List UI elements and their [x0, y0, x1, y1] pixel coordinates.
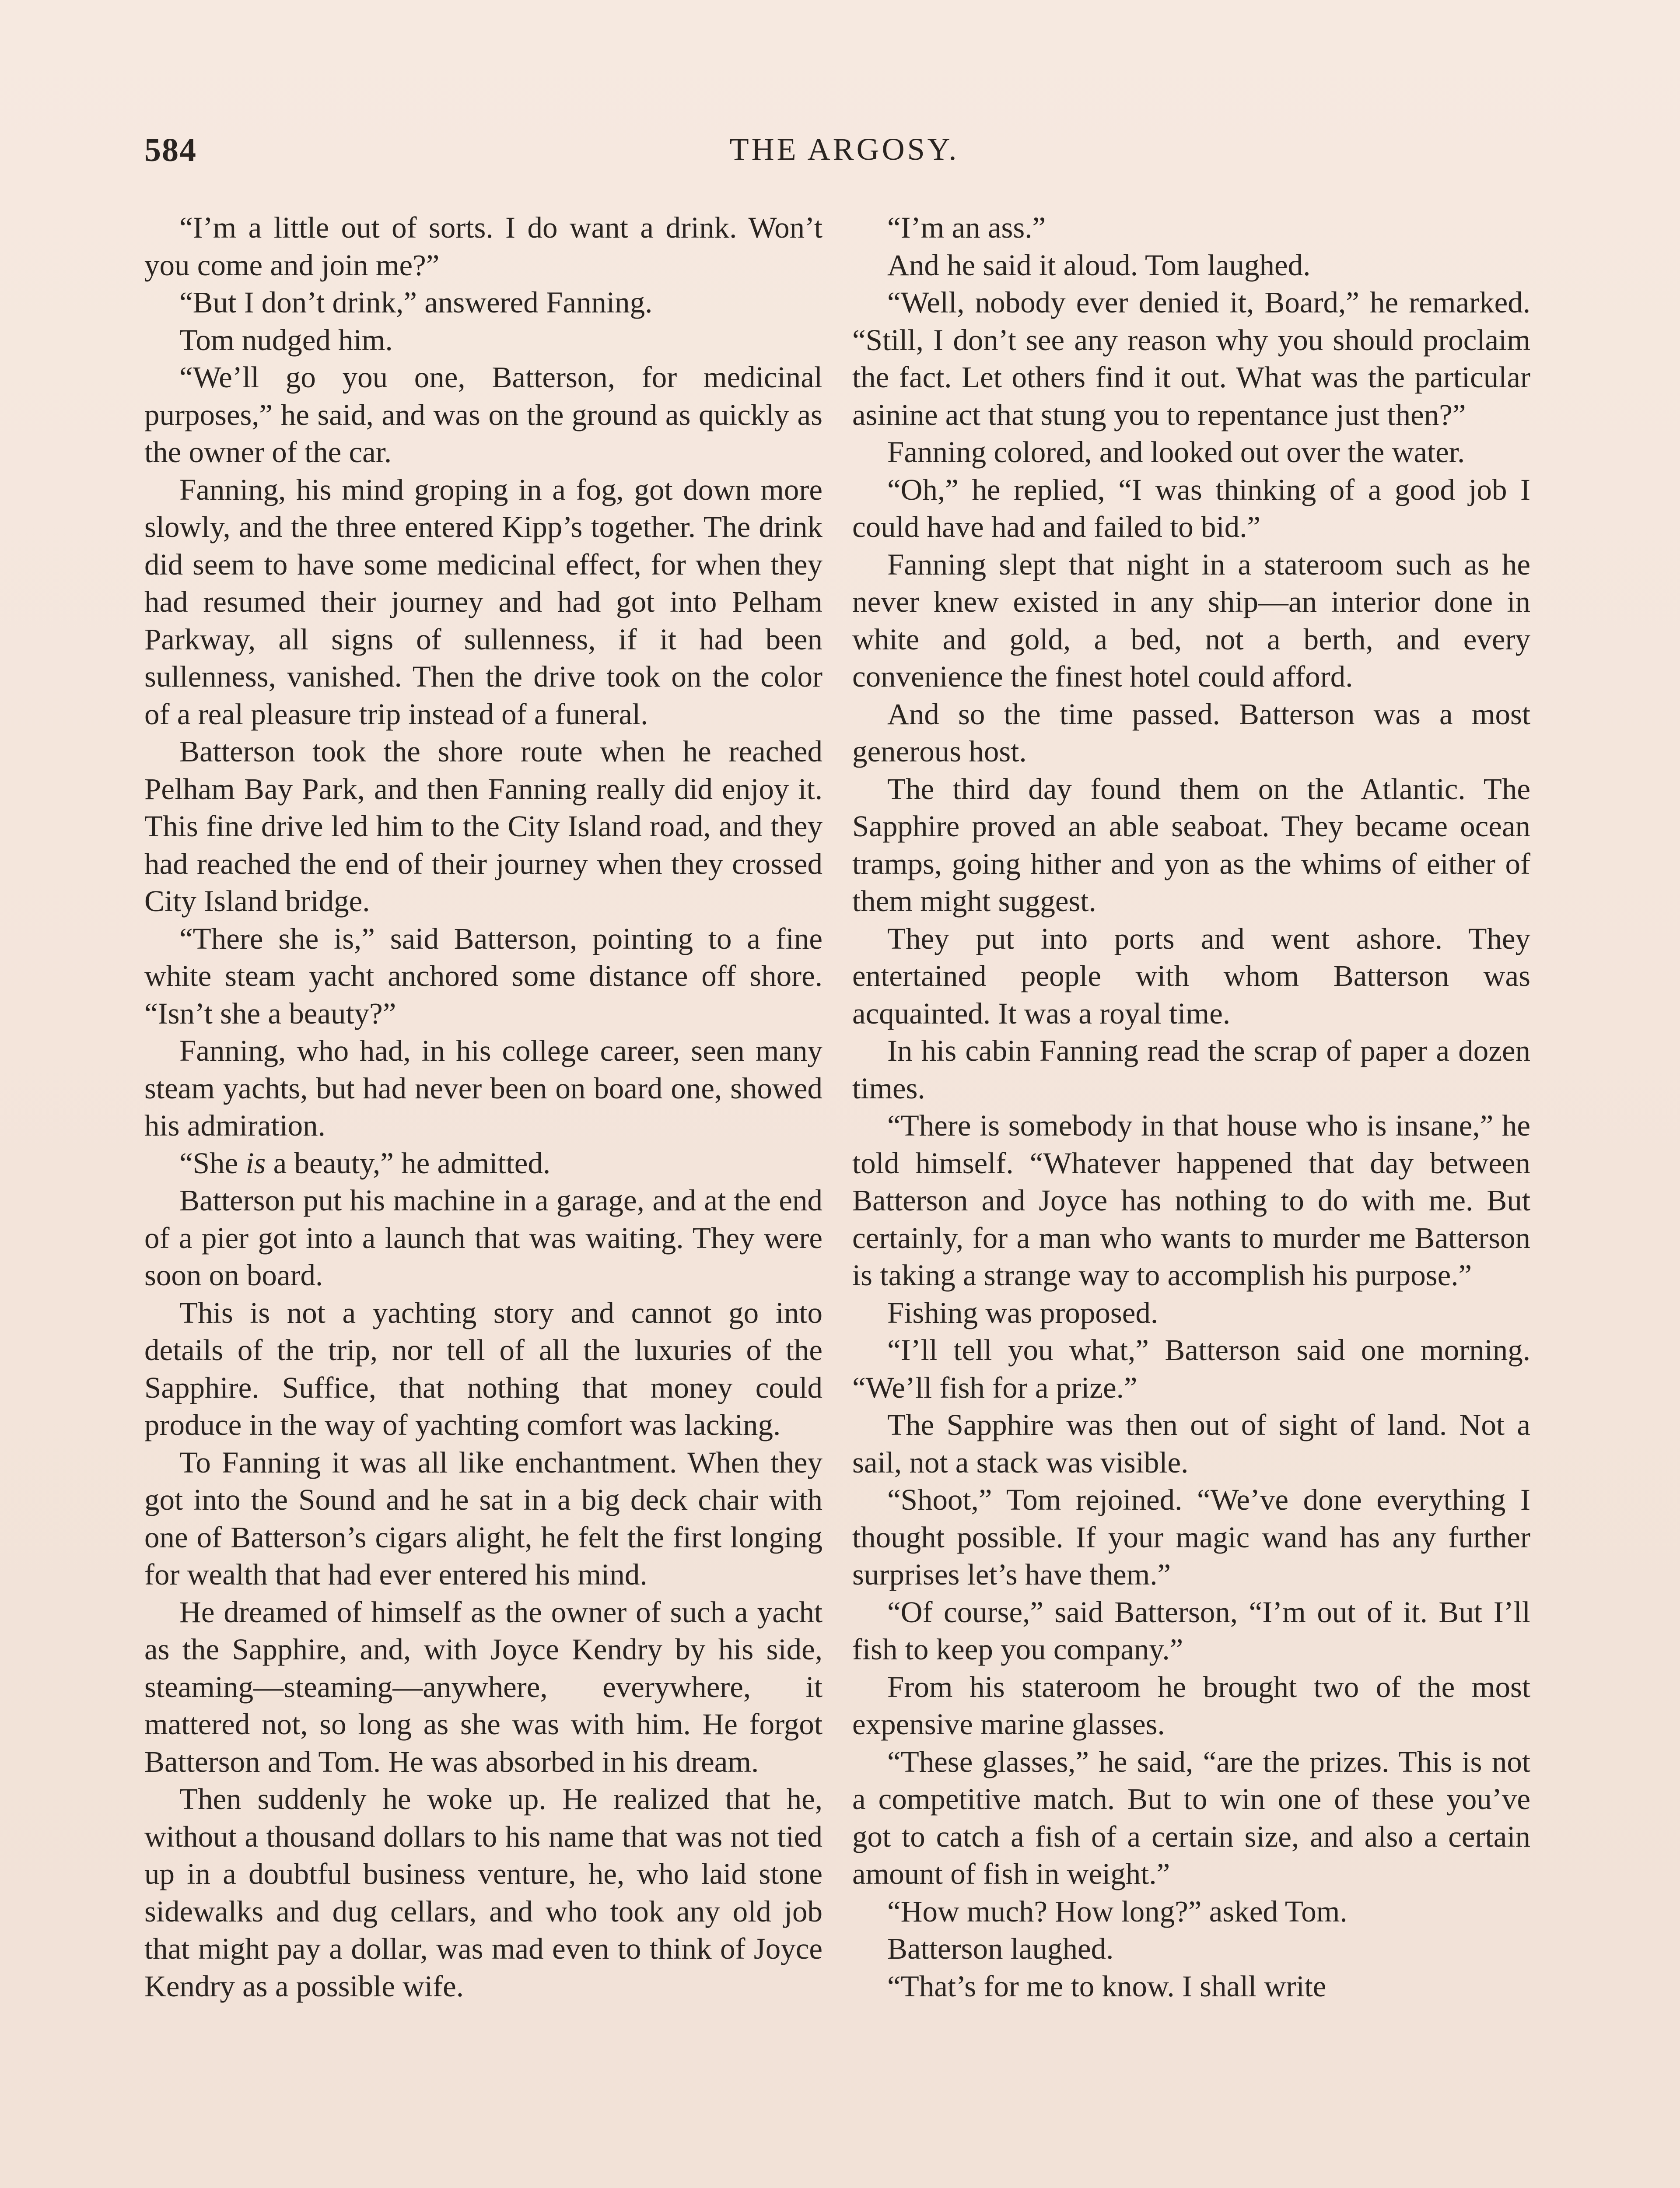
paragraph: “I’ll tell you what,” Batterson said one morning. “We’ll fish for a prize.” [852, 1333, 1530, 1404]
paragraph: “We’ll go you one, Batterson, for medicinal purposes,” he said, and was on the ground as quickly as the owner of the car. [144, 361, 822, 469]
paragraph: In his cabin Fanning read the scrap of paper a dozen times. [852, 1034, 1530, 1105]
paragraph: “Shoot,” Tom rejoined. “We’ve done everything I thought possible. If your magic wand has any further surprises let’s have them.” [852, 1483, 1530, 1591]
running-title: THE ARGOSY. [729, 132, 959, 167]
paragraph: “There she is,” said Batterson, pointing to a fine white steam yacht anchored some distance off shore. “Isn’t she a beauty?” [144, 922, 822, 1030]
paragraph: “I’m an ass.” [887, 211, 1046, 244]
paragraph: Fanning slept that night in a stateroom such as he never knew existed in any ship—an interior done in white and gold, a bed, not a berth, and every convenience the finest hotel could afford. [852, 547, 1530, 693]
paragraph: “I’m a little out of sorts. I do want a drink. Won’t you come and join me?” [144, 211, 822, 282]
paragraph: The Sapphire was then out of sight of land. Not a sail, not a stack was visible. [852, 1408, 1530, 1479]
paragraph: And he said it aloud. Tom laughed. [887, 248, 1311, 282]
paragraph: Fanning colored, and looked out over the water. [887, 435, 1465, 469]
paragraph: “But I don’t drink,” answered Fanning. [179, 286, 653, 319]
paragraph: This is not a yachting story and cannot go into details of the trip, nor tell of all the luxuries of the Sapphire. Suffice, that nothing that money could produce in the way of yachting comfort was lacking. [144, 1296, 822, 1441]
paragraph: Batterson put his machine in a garage, and at the end of a pier got into a launch that was waiting. They were soon on board. [144, 1184, 822, 1292]
page-header [144, 131, 1544, 179]
paragraph-she-is-a-beauty [144, 1145, 822, 1182]
emphasized-word: is [245, 1146, 266, 1180]
paragraph: And so the time passed. Batterson was a most generous host. [852, 697, 1530, 768]
paragraph: “There is somebody in that house who is insane,” he told himself. “Whatever happened that day between Batterson and Joyce has nothing to do with me. But certainly, for a man who wants to murder me Batterson is taking a strange way to accomplish his purpose.” [852, 1109, 1530, 1292]
paragraph: “Well, nobody ever denied it, Board,” he remarked. “Still, I don’t see any reason why you should proclaim the fact. Let others find it out. What was the particular asinine act that stung you to repentance just then?” [852, 286, 1530, 431]
paragraph: Tom nudged him. [179, 323, 393, 357]
right-column [852, 209, 1530, 2005]
paragraph: “That’s for me to know. I shall write [887, 1969, 1326, 2003]
quote-text: “She [179, 1146, 246, 1180]
paragraph: The third day found them on the Atlantic. The Sapphire proved an able seaboat. They became ocean tramps, going hither and yon as the whims of either of them might suggest. [852, 772, 1530, 918]
paragraph: To Fanning it was all like enchantment. When they got into the Sound and he sat in a big deck chair with one of Batterson’s cigars alight, he felt the first longing for wealth that had ever entered his mind. [144, 1445, 822, 1591]
paragraph: “These glasses,” he said, “are the prizes. This is not a competitive match. But to win one of these you’ve got to catch a fish of a certain size, and also a certain amount of fish in weight.” [852, 1745, 1530, 1890]
paragraph: Then suddenly he woke up. He realized that he, without a thousand dollars to his name that was not tied up in a doubtful business venture, he, who laid stone sidewalks and dug cellars, and who took any old job that might pay a dollar, was mad even to think of Joyce Kendry as a possible wife. [144, 1782, 822, 2003]
paragraph: Batterson laughed. [887, 1932, 1114, 1965]
left-column [144, 209, 822, 2005]
paragraph: He dreamed of himself as the owner of such a yacht as the Sapphire, and, with Joyce Kendry by his side, steaming—steaming—anywhere, everywhere, it mattered not, so long as she was with him. He forgot Batterson and Tom. He was absorbed in his dream. [144, 1595, 822, 1778]
paragraph: From his stateroom he brought two of the most expensive marine glasses. [852, 1670, 1530, 1741]
paragraph: “Of course,” said Batterson, “I’m out of it. But I’ll fish to keep you company.” [852, 1595, 1530, 1666]
paragraph: “How much? How long?” asked Tom. [887, 1894, 1348, 1928]
paragraph: They put into ports and went ashore. They entertained people with whom Batterson was acquainted. It was a royal time. [852, 922, 1530, 1030]
paragraph: Batterson took the shore route when he reached Pelham Bay Park, and then Fanning really did enjoy it. This fine drive led him to the City Island road, and they had reached the end of their journey when they crossed City Island bridge. [144, 735, 822, 918]
paragraph: Fanning, his mind groping in a fog, got down more slowly, and the three entered Kipp’s together. The drink did seem to have some medicinal effect, for when they had resumed their journey and had got into Pelham Parkway, all signs of sullenness, if it had been sullenness, vanished. Then the drive took on the color of a real pleasure trip instead of a funeral. [144, 473, 822, 731]
page-number: 584 [144, 132, 197, 168]
quote-text: a beauty,” he admitted. [266, 1146, 551, 1180]
paragraph: “Oh,” he replied, “I was thinking of a good job I could have had and failed to bid.” [852, 473, 1530, 543]
paragraph: Fishing was proposed. [887, 1296, 1158, 1329]
paragraph: Fanning, who had, in his college career, seen many steam yachts, but had never been on board one, showed his admiration. [144, 1034, 822, 1142]
